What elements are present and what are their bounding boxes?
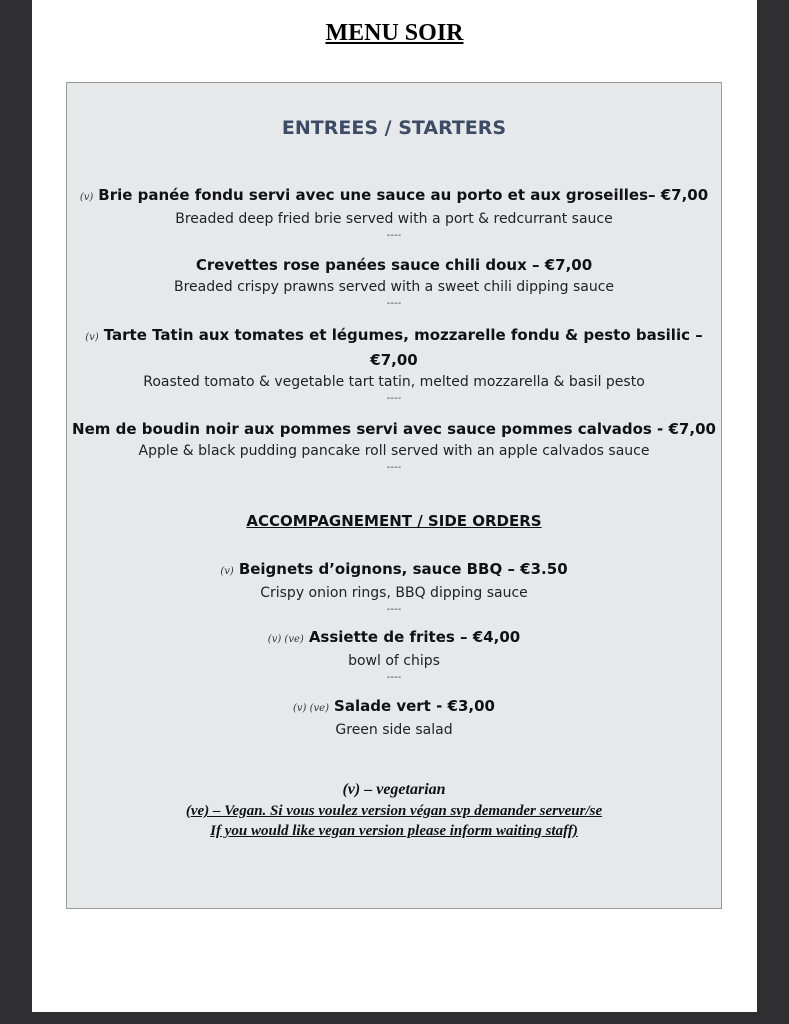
page-title: MENU SOIR <box>325 20 464 46</box>
starter-description: Breaded crispy prawns served with a sweet chili dipping sauce <box>173 279 614 295</box>
side-description: Green side salad <box>335 722 453 738</box>
separator: ---- <box>386 462 402 473</box>
menu-page <box>32 0 757 1012</box>
starter-name: (v) Tarte Tatin aux tomates et légumes, mozzarelle fondu & pesto basilic – <box>85 326 703 344</box>
starter-item <box>67 184 721 243</box>
separator: ---- <box>386 672 402 683</box>
vegetarian-legend: (v) – vegetarian <box>342 781 446 798</box>
starter-description: Roasted tomato & vegetable tart tatin, melted mozzarella & basil pesto <box>143 374 645 390</box>
diet-tag: (v) (ve) <box>293 703 330 714</box>
vegan-legend-fr: (ve) – Vegan. Si vous voulez version végan svp demander serveur/se <box>185 803 603 819</box>
side-description: Crispy onion rings, BBQ dipping sauce <box>260 585 528 601</box>
vegetarian-tag: (v) <box>79 192 94 203</box>
side-item <box>67 695 721 740</box>
vegan-legend-en: If you would like vegan version please inform waiting staff) <box>210 823 578 839</box>
starter-item <box>67 254 721 311</box>
diet-tag: (v) (ve) <box>267 634 304 645</box>
side-item <box>67 558 721 617</box>
side-item <box>67 626 721 685</box>
starter-description: Breaded deep fried brie served with a port & redcurrant sauce <box>175 211 613 227</box>
starter-name: Crevettes rose panées sauce chili doux – €7,00 <box>195 256 593 274</box>
menu-box <box>66 82 722 909</box>
starter-price: €7,00 <box>370 351 418 369</box>
starters-heading: ENTREES / STARTERS <box>281 117 507 139</box>
starter-item <box>67 324 721 406</box>
starter-name: (v) Brie panée fondu servi avec une sauce au porto et aux groseilles– €7,00 <box>79 186 709 204</box>
side-description: bowl of chips <box>348 653 440 669</box>
separator: ---- <box>386 298 402 309</box>
side-name: (v) (ve) Salade vert - €3,00 <box>293 697 495 715</box>
sides-heading: ACCOMPAGNEMENT / SIDE ORDERS <box>246 512 542 530</box>
separator: ---- <box>386 230 402 241</box>
side-name: (v) (ve) Assiette de frites – €4,00 <box>267 628 521 646</box>
separator: ---- <box>386 604 402 615</box>
starter-description: Apple & black pudding pancake roll served with an apple calvados sauce <box>138 443 650 459</box>
dietary-legend <box>67 779 721 841</box>
starter-item <box>67 418 721 475</box>
vegetarian-tag: (v) <box>220 566 234 577</box>
separator: ---- <box>386 393 402 404</box>
vegetarian-tag: (v) <box>85 332 99 343</box>
starter-name: Nem de boudin noir aux pommes servi avec sauce pommes calvados - €7,00 <box>72 420 716 438</box>
side-name: (v) Beignets d’oignons, sauce BBQ – €3.50 <box>220 560 568 578</box>
